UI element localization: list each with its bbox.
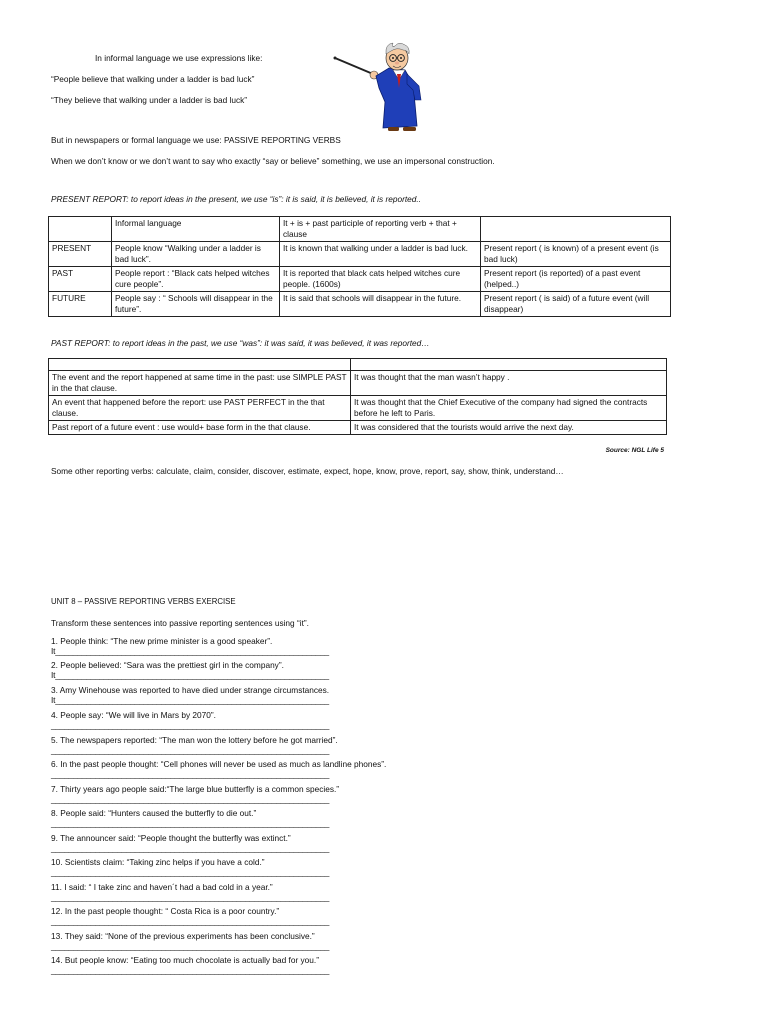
past-report-table xyxy=(48,358,667,435)
answer-line[interactable]: It______________________________________________________________ xyxy=(51,646,329,656)
table-cell: The event and the report happened at same time in the past: use SIMPLE PAST in the that clause. xyxy=(49,371,351,396)
table-cell: It is known that walking under a ladder is bad luck. xyxy=(280,242,481,267)
table-cell: It is reported that black cats helped witches cure people. (1600s) xyxy=(280,267,481,292)
table-header-row xyxy=(49,217,671,242)
exercise-instruction: Transform these sentences into passive reporting sentences using “it”. xyxy=(51,618,309,628)
exercise-question: 11. I said: “ I take zinc and haven´t had a bad cold in a year.” xyxy=(51,882,273,892)
table-row xyxy=(49,371,667,396)
table-cell: People report : “Black cats helped witches cure people”. xyxy=(112,267,280,292)
exercise-question: 4. People say: “We will live in Mars by 2070”. xyxy=(51,710,216,720)
exercise-question: 14. But people know: “Eating too much chocolate is actually bad for you.” xyxy=(51,955,319,965)
table-cell: It was considered that the tourists would arrive the next day. xyxy=(351,421,667,435)
table-row xyxy=(49,242,671,267)
table-cell xyxy=(351,359,667,371)
impersonal-construction-line: When we don’t know or we don’t want to say who exactly “say or believe” something, we use an impersonal construction. xyxy=(51,156,495,166)
table-cell: PRESENT xyxy=(49,242,112,267)
table-empty-row xyxy=(49,359,667,371)
answer-line[interactable]: _______________________________________________________________ xyxy=(51,794,330,804)
exercise-question: 7. Thirty years ago people said:“The large blue butterfly is a common species.” xyxy=(51,784,340,794)
table-cell: Past report of a future event : use would+ base form in the that clause. xyxy=(49,421,351,435)
table-row xyxy=(49,421,667,435)
answer-line[interactable]: _______________________________________________________________ xyxy=(51,916,330,926)
table-cell: It was thought that the man wasn’t happy . xyxy=(351,371,667,396)
present-report-heading: PRESENT REPORT: to report ideas in the present, we use “is”: it is said, it is believed, it is reported.. xyxy=(51,194,421,204)
exercise-question: 1. People think: “The new prime minister is a good speaker”. xyxy=(51,636,273,646)
exercise-item xyxy=(51,808,371,828)
exercise-question: 5. The newspapers reported: “The man won the lottery before he got married”. xyxy=(51,735,338,745)
exercise-item xyxy=(51,955,371,975)
table-cell: People know “Walking under a ladder is bad luck”. xyxy=(112,242,280,267)
answer-line[interactable]: _______________________________________________________________ xyxy=(51,941,330,951)
table-cell: It is said that schools will disappear in the future. xyxy=(280,292,481,317)
past-report-heading: PAST REPORT: to report ideas in the past, we use “was”: it was said, it was believed, it was reported… xyxy=(51,338,430,348)
table-cell: It was thought that the Chief Executive of the company had signed the contracts before he left to Paris. xyxy=(351,396,667,421)
answer-line[interactable]: _______________________________________________________________ xyxy=(51,843,330,853)
exercise-item xyxy=(51,636,371,656)
table-cell xyxy=(49,359,351,371)
exercise-question: 13. They said: “None of the previous experiments has been conclusive.” xyxy=(51,931,315,941)
other-reporting-verbs: Some other reporting verbs: calculate, claim, consider, discover, estimate, expect, hope, know, prove, report, say, show, think, understand… xyxy=(51,466,564,476)
exercise-item xyxy=(51,759,387,779)
table-cell: PAST xyxy=(49,267,112,292)
exercise-question: 10. Scientists claim: “Taking zinc helps if you have a cold.” xyxy=(51,857,265,867)
answer-line[interactable]: _______________________________________________________________ xyxy=(51,769,330,779)
exercise-item xyxy=(51,833,371,853)
table-cell: An event that happened before the report: use PAST PERFECT in the that clause. xyxy=(49,396,351,421)
table-cell: It + is + past participle of reporting verb + that + clause xyxy=(280,217,481,242)
answer-line[interactable]: _______________________________________________________________ xyxy=(51,818,330,828)
intro-line-2: “People believe that walking under a ladder is bad luck” xyxy=(51,74,255,84)
answer-line[interactable]: _______________________________________________________________ xyxy=(51,745,330,755)
pointer-stick xyxy=(335,58,373,74)
answer-line[interactable]: _______________________________________________________________ xyxy=(51,720,330,730)
exercise-question: 9. The announcer said: “People thought the butterfly was extinct.” xyxy=(51,833,291,843)
exercise-item xyxy=(51,735,371,755)
source-citation: Source: NGL Life 5 xyxy=(605,447,664,454)
intro-line-1: In informal language we use expressions like: xyxy=(95,53,263,63)
exercise-item xyxy=(51,660,371,680)
present-report-table xyxy=(48,216,671,317)
exercise-question: 8. People said: “Hunters caused the butterfly to die out.” xyxy=(51,808,257,818)
exercise-item xyxy=(51,906,371,926)
answer-line[interactable]: _______________________________________________________________ xyxy=(51,892,330,902)
exercise-item xyxy=(51,710,371,730)
table-cell: Present report (is reported) of a past event (helped..) xyxy=(481,267,671,292)
exercise-item xyxy=(51,931,371,951)
table-cell: Present report ( is known) of a present event (is bad luck) xyxy=(481,242,671,267)
table-cell xyxy=(481,217,671,242)
table-cell: FUTURE xyxy=(49,292,112,317)
table-row xyxy=(49,396,667,421)
professor-illustration xyxy=(333,38,433,134)
exercise-question: 6. In the past people thought: “Cell phones will never be used as much as landline phones”. xyxy=(51,759,387,769)
answer-line[interactable]: It______________________________________________________________ xyxy=(51,695,329,705)
table-cell xyxy=(49,217,112,242)
formal-language-line: But in newspapers or formal language we use: PASSIVE REPORTING VERBS xyxy=(51,135,341,145)
blue-jacket xyxy=(376,68,417,128)
exercise-question: 12. In the past people thought: “ Costa Rica is a poor country.” xyxy=(51,906,280,916)
answer-line[interactable]: _______________________________________________________________ xyxy=(51,867,330,877)
answer-line[interactable]: It______________________________________________________________ xyxy=(51,670,329,680)
exercise-item xyxy=(51,882,371,902)
answer-line[interactable]: _______________________________________________________________ xyxy=(51,965,330,975)
table-row xyxy=(49,267,671,292)
table-cell: Present report ( is said) of a future event (will disappear) xyxy=(481,292,671,317)
exercise-item xyxy=(51,857,371,877)
exercise-item xyxy=(51,685,371,705)
exercise-item xyxy=(51,784,371,804)
exercise-title: UNIT 8 – PASSIVE REPORTING VERBS EXERCISE xyxy=(51,597,236,606)
table-row xyxy=(49,292,671,317)
exercise-question: 2. People believed: “Sara was the prettiest girl in the company”. xyxy=(51,660,284,670)
table-cell: People say : “ Schools will disappear in the future”. xyxy=(112,292,280,317)
intro-line-3: “They believe that walking under a ladder is bad luck” xyxy=(51,95,248,105)
table-cell: Informal language xyxy=(112,217,280,242)
exercise-question: 3. Amy Winehouse was reported to have died under strange circumstances. xyxy=(51,685,330,695)
